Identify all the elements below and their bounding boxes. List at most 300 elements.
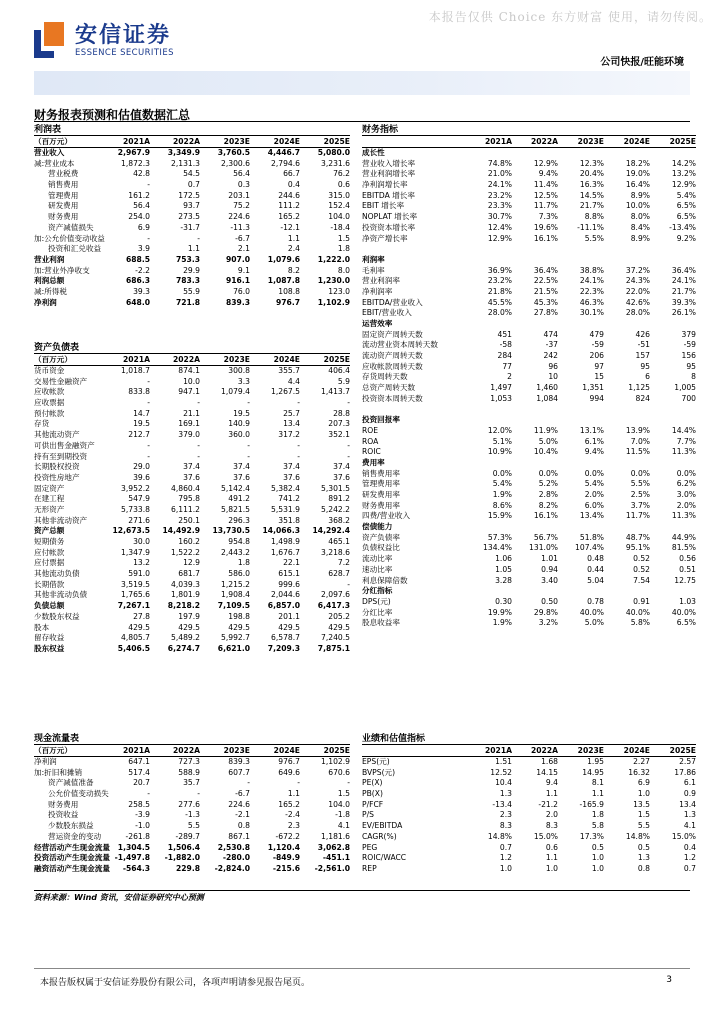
cell-value: 8,218.2 (167, 601, 200, 611)
cell-value: 197.9 (178, 611, 200, 621)
row-label: 加:折旧和摊销 (34, 767, 83, 777)
cell-value (512, 255, 558, 266)
row-label: 分红比率 (362, 607, 393, 617)
unit-label: （百万元） (34, 137, 72, 146)
table-row (362, 554, 696, 565)
cell-value: 1.9% (492, 618, 512, 628)
cell-value: 615.1 (278, 569, 300, 579)
row-label: 投资回报率 (362, 415, 400, 425)
table-row (362, 319, 696, 330)
cell-value: - (347, 579, 350, 589)
cell-value (512, 244, 558, 255)
cell-value: 131.0% (529, 543, 558, 553)
cell-value: -1.3 (185, 810, 200, 820)
cell-value: - (147, 451, 150, 461)
cell-value: 833.8 (128, 387, 150, 397)
cell-value: 201.1 (278, 611, 300, 621)
cell-value (604, 458, 650, 469)
cell-value: -1,497.8 (114, 853, 150, 863)
cell-value: 30.1% (579, 308, 604, 318)
cell-value: 224.6 (228, 212, 250, 222)
table-row (34, 473, 350, 484)
cell-value: 8.9% (630, 233, 650, 243)
cell-value: 6,621.0 (217, 643, 250, 653)
table-row (362, 148, 696, 159)
row-label: 留存收益 (34, 633, 65, 643)
cell-value: - (147, 180, 150, 190)
cell-value: 5.5% (630, 479, 650, 489)
cell-value: 700 (681, 393, 696, 403)
table-row (362, 201, 696, 212)
row-label: 四费/营业收入 (362, 511, 411, 521)
cell-value: - (147, 398, 150, 408)
row-label: 研发费用 (48, 201, 79, 211)
cell-value: 6 (645, 372, 650, 382)
cell-value: 11.3% (671, 511, 696, 521)
table-row (362, 287, 696, 298)
cell-value: -2,561.0 (314, 863, 350, 873)
cell-value: 4,446.7 (267, 148, 300, 157)
cell-value: 14.8% (625, 831, 650, 841)
cell-value: 29.0 (133, 462, 150, 472)
row-label: 其他流动资产 (34, 430, 80, 440)
cell-value (466, 255, 512, 266)
cell-value: 6,274.7 (167, 643, 200, 653)
cell-value: 8.3 (499, 821, 512, 831)
table-row (362, 276, 696, 287)
cell-value: - (247, 398, 250, 408)
cell-value: 1,765.6 (121, 590, 150, 600)
table-row (34, 419, 350, 430)
cell-value (466, 148, 512, 159)
cell-value: 1,079.4 (221, 387, 250, 397)
cell-value: -564.3 (122, 863, 150, 873)
cell-value: 75.2 (233, 201, 250, 211)
year-header: 2024E (623, 137, 650, 146)
cell-value: 19.5 (233, 408, 250, 418)
cell-value (604, 405, 650, 416)
table-row (34, 159, 350, 170)
cell-value: 11.7% (533, 201, 558, 211)
cell-value (466, 458, 512, 469)
row-label: 利润总额 (34, 276, 65, 286)
cell-value: 165.2 (278, 212, 300, 222)
table-row (34, 212, 350, 223)
year-header: 2023E (223, 137, 250, 146)
cell-value: 1.0 (499, 863, 512, 873)
year-header: 2022A (530, 137, 558, 146)
table-row (34, 789, 350, 800)
table-row (362, 565, 696, 576)
row-label: DPS(元) (362, 596, 391, 606)
cell-value: - (347, 398, 350, 408)
unit-label: （百万元） (34, 746, 72, 755)
cell-value: 19.6% (533, 222, 558, 232)
cell-value: 74.8% (487, 158, 512, 168)
table-row (34, 810, 350, 821)
cell-value: 48.7% (625, 532, 650, 542)
row-label: 投资资本周转天数 (362, 393, 423, 403)
cell-value (558, 586, 604, 597)
table-row (362, 362, 696, 373)
cell-value: 1.2 (683, 853, 696, 863)
cell-value: 6,857.0 (267, 601, 300, 611)
cell-value: 30.0 (133, 537, 150, 546)
cell-value: 8.0% (630, 212, 650, 222)
cell-value: 26.1% (671, 308, 696, 318)
table-row (362, 789, 696, 800)
table-row (34, 768, 350, 779)
cell-value (650, 458, 696, 469)
cell-value: 2.5% (630, 490, 650, 499)
table-row (34, 234, 350, 245)
cell-value: 160.2 (178, 537, 200, 546)
cell-value: 165.2 (278, 799, 300, 809)
row-label: 其他非流动资产 (34, 515, 88, 525)
cell-value: - (297, 440, 300, 450)
row-label: NOPLAT 增长率 (362, 212, 418, 222)
row-label: 股息收益率 (362, 618, 400, 628)
cell-value: 1.0 (591, 853, 604, 863)
cell-value: 352.1 (328, 430, 350, 440)
cell-value: 13.5 (633, 799, 650, 809)
cell-value: 3,952.2 (121, 483, 150, 493)
row-label: 资产总额 (34, 526, 65, 536)
cell-value: 1,676.7 (271, 547, 300, 557)
cell-value: 13.1% (579, 425, 604, 435)
cell-value: 44.9% (671, 532, 696, 542)
cell-value: 56.4 (133, 201, 150, 211)
cell-value (650, 415, 696, 426)
cell-value: 1,801.9 (171, 590, 200, 600)
cell-value: 12.9% (671, 180, 696, 190)
cell-value: 8.4% (630, 222, 650, 232)
cell-value: 5.8 (591, 821, 604, 831)
table-row (34, 452, 350, 463)
cell-value: 3,349.9 (167, 148, 200, 157)
cell-value: 1.8 (591, 810, 604, 820)
table-row (362, 757, 696, 768)
row-label: EBIT 增长率 (362, 201, 405, 211)
table-row (362, 340, 696, 351)
cell-value: 1,102.9 (321, 757, 350, 766)
table-row (362, 800, 696, 811)
cell-value: 15.0% (533, 831, 558, 841)
table-row (362, 415, 696, 426)
cell-value: 591.0 (128, 569, 150, 579)
cell-value: 13.9% (625, 425, 650, 435)
cell-value: 42.8 (133, 169, 150, 179)
cell-value: 351.8 (278, 515, 300, 525)
cell-value: 5,821.5 (221, 504, 250, 514)
cell-value (512, 148, 558, 159)
table-row (34, 287, 350, 298)
cell-value: 5,242.2 (321, 504, 350, 514)
year-header: 2024E (273, 355, 300, 364)
cell-value: 1,413.7 (321, 387, 350, 397)
cell-value: 1,460 (536, 383, 558, 393)
cell-value: 1,506.4 (167, 842, 200, 852)
row-label: 投资资本增长率 (362, 222, 416, 232)
cell-value: 0.0% (584, 468, 604, 478)
cell-value: 21.8% (487, 286, 512, 296)
row-label: 净利润增长率 (362, 180, 408, 190)
cell-value: 2.1 (237, 244, 250, 254)
cell-value: 16.32 (628, 767, 650, 777)
row-label: 加:公允价值变动收益 (34, 233, 105, 243)
cell-value: 0.8 (637, 863, 650, 873)
cell-value: 379 (681, 329, 696, 339)
cell-value: 916.1 (225, 276, 250, 286)
row-label: 分红指标 (362, 586, 393, 596)
cell-value: 1,125 (628, 383, 650, 393)
cell-value: 10.0% (625, 201, 650, 211)
cell-value: 273.5 (178, 212, 200, 222)
cell-value: -59 (591, 340, 604, 350)
table-row (34, 494, 350, 505)
row-label: 交易性金融资产 (34, 376, 88, 386)
row-label: 存货周转天数 (362, 372, 408, 382)
row-label: 营运资金的变动 (48, 831, 102, 841)
cell-value: 4.1 (337, 821, 350, 831)
cell-value: 15 (594, 372, 604, 382)
unit-label: （百万元） (34, 355, 72, 364)
cell-value: 7,267.1 (117, 601, 150, 611)
cell-value (650, 255, 696, 266)
row-label: PE(X) (362, 778, 383, 788)
year-header: 2024E (273, 137, 300, 146)
table-row (362, 223, 696, 234)
cell-value: 39.6 (133, 472, 150, 482)
table-row (34, 377, 350, 388)
cell-value: 1.51 (495, 757, 512, 766)
year-header: 2025E (669, 137, 696, 146)
cell-value: 0.7 (499, 842, 512, 852)
row-label: 营业收入增长率 (362, 158, 416, 168)
cell-value: 1.1 (545, 853, 558, 863)
cell-value (558, 415, 604, 426)
cell-value: 5,406.5 (117, 643, 150, 653)
table-row (34, 548, 350, 559)
cell-value: 2.0 (545, 810, 558, 820)
cell-value: 2,300.6 (221, 158, 250, 168)
row-label: 应付帐款 (34, 547, 65, 557)
cell-value: 54.5 (183, 169, 200, 179)
row-label: EBITDA 增长率 (362, 190, 415, 200)
cell-value: 9.4 (545, 778, 558, 788)
cell-value: 1.0 (591, 863, 604, 873)
table-row (34, 441, 350, 452)
cell-value: 5.5 (187, 821, 200, 831)
table-header-row (34, 354, 350, 366)
cell-value: 3.3 (237, 376, 250, 386)
row-label: 营业收入 (34, 148, 65, 157)
table-row (362, 234, 696, 245)
table-row (34, 505, 350, 516)
cell-value: 6.5% (676, 201, 696, 211)
row-label: 投资活动产生现金流量 (34, 853, 110, 863)
cell-value: 28.0% (625, 308, 650, 318)
cell-value: 0.44 (587, 564, 604, 574)
cell-value: 648.0 (125, 297, 150, 307)
cell-value: 2,443.2 (221, 547, 250, 557)
cell-value: -31.7 (180, 222, 200, 232)
row-label: ROIC/WACC (362, 853, 407, 863)
cell-value: 1,005 (674, 383, 696, 393)
cell-value: 0.6 (337, 180, 350, 190)
cell-value: 81.5% (671, 543, 696, 553)
cell-value (604, 586, 650, 597)
cell-value: 11.9% (533, 425, 558, 435)
cell-value: 355.7 (278, 366, 300, 375)
table-title: 利润表 (34, 124, 350, 136)
cell-value (650, 405, 696, 416)
cell-value: 22.3% (579, 286, 604, 296)
table-row (362, 832, 696, 843)
cell-value: 56.7% (533, 532, 558, 542)
year-header: 2022A (172, 137, 200, 146)
table-row (362, 298, 696, 309)
cell-value: 14.8% (487, 831, 512, 841)
cell-value (604, 522, 650, 533)
cell-value: 24.1% (671, 276, 696, 286)
cell-value: 4.1 (683, 821, 696, 831)
cell-value (558, 148, 604, 159)
cell-value: -13.4% (669, 222, 696, 232)
cell-value: 37.4 (333, 462, 350, 472)
table-row (34, 843, 350, 854)
cell-value: 2,530.8 (217, 842, 250, 852)
cell-value: 429.5 (328, 622, 350, 632)
cell-value: 55.9 (183, 286, 200, 296)
title-rule (34, 121, 690, 122)
cell-value: 104.0 (328, 799, 350, 809)
table-row (34, 853, 350, 864)
cell-value: 12.3% (579, 158, 604, 168)
row-label: 短期债务 (34, 537, 65, 546)
cell-value: 206 (589, 351, 604, 361)
row-label: EV/EBITDA (362, 821, 403, 831)
row-label: 存货 (34, 419, 50, 429)
cell-value: 37.6 (183, 472, 200, 482)
table-row (362, 255, 696, 266)
cell-value (466, 244, 512, 255)
cell-value: 839.3 (225, 297, 250, 307)
cell-value: 1.95 (587, 757, 604, 766)
cell-value: 23.3% (487, 201, 512, 211)
cell-value: 37.6 (333, 472, 350, 482)
cell-value: 13.2% (671, 169, 696, 179)
table-header-row (34, 136, 350, 148)
table-row (362, 586, 696, 597)
cell-value: 8.2% (538, 500, 558, 510)
cell-value: 0.52 (633, 564, 650, 574)
row-label: 减:所得税 (34, 286, 67, 296)
cell-value: 3.7% (630, 500, 650, 510)
cell-value: 14.4% (671, 425, 696, 435)
cell-value: 824 (635, 393, 650, 403)
cell-value: 3,760.5 (217, 148, 250, 157)
cell-value: 4,805.7 (121, 633, 150, 643)
cell-value: 37.4 (283, 462, 300, 472)
table-row (362, 522, 696, 533)
cell-value: - (347, 451, 350, 461)
row-label: 融资活动产生现金流量 (34, 863, 110, 873)
cell-value: 45.5% (487, 297, 512, 307)
cell-value: -59 (683, 340, 696, 350)
row-label: PEG (362, 842, 378, 852)
cell-value: 1.1 (545, 789, 558, 799)
cell-value: 0.78 (587, 596, 604, 606)
table-row (362, 405, 696, 416)
cell-value: 21.5% (533, 286, 558, 296)
cell-value: -672.2 (275, 831, 300, 841)
cell-value: 8.3 (545, 821, 558, 831)
cell-value: 169.1 (178, 419, 200, 429)
cell-value: -2.4 (285, 810, 300, 820)
cell-value: 5.2% (538, 479, 558, 489)
cell-value: 1.3 (637, 853, 650, 863)
cell-value: 379.0 (178, 430, 200, 440)
cell-value: 727.3 (178, 757, 200, 766)
table-row (34, 590, 350, 601)
year-header: 2023E (223, 355, 250, 364)
cell-value: 686.3 (125, 276, 150, 286)
cell-value: - (197, 233, 200, 243)
cell-value: 1,351 (582, 383, 604, 393)
cell-value: 994 (589, 393, 604, 403)
cell-value: 7.3% (538, 212, 558, 222)
cell-value: 21.0% (487, 169, 512, 179)
cell-value: 30.7% (487, 212, 512, 222)
cell-value: 317.2 (278, 430, 300, 440)
cell-value: 15.9% (487, 511, 512, 521)
row-label: 少数股东权益 (34, 611, 80, 621)
cell-value: 0.94 (541, 564, 558, 574)
cell-value: 1,102.9 (317, 297, 350, 307)
table-row (34, 644, 350, 655)
row-label: 财务费用 (48, 799, 79, 809)
cell-value (512, 458, 558, 469)
cell-value: 16.3% (579, 180, 604, 190)
cell-value: 3.9 (137, 244, 150, 254)
cell-value: 22.0% (625, 286, 650, 296)
cell-value: -21.2 (538, 799, 558, 809)
row-label: 流动比率 (362, 554, 393, 564)
cell-value: 0.9 (683, 789, 696, 799)
watermark: 本报告仅供 Choice 东方财富 使用，请勿传阅。 (428, 10, 712, 24)
cell-value: 429.5 (178, 622, 200, 632)
cell-value: 203.1 (228, 190, 250, 200)
cell-value (512, 415, 558, 426)
cell-value: 3.28 (495, 575, 512, 585)
table-row (362, 169, 696, 180)
cash-flow-table (34, 733, 350, 875)
table-row (34, 778, 350, 789)
cell-value: 3,062.8 (317, 842, 350, 852)
table-row (34, 430, 350, 441)
cell-value: 1,084 (536, 393, 558, 403)
row-label: 固定资产周转天数 (362, 329, 423, 339)
cell-value: 300.8 (228, 366, 250, 375)
cell-value: 16.4% (625, 180, 650, 190)
cell-value: 0.6 (545, 842, 558, 852)
row-label: 营业利润 (34, 254, 65, 264)
table-row (34, 800, 350, 811)
cell-value: 27.8% (533, 308, 558, 318)
year-header: 2021A (122, 355, 150, 364)
row-label: 经营活动产生现金流量 (34, 842, 110, 852)
